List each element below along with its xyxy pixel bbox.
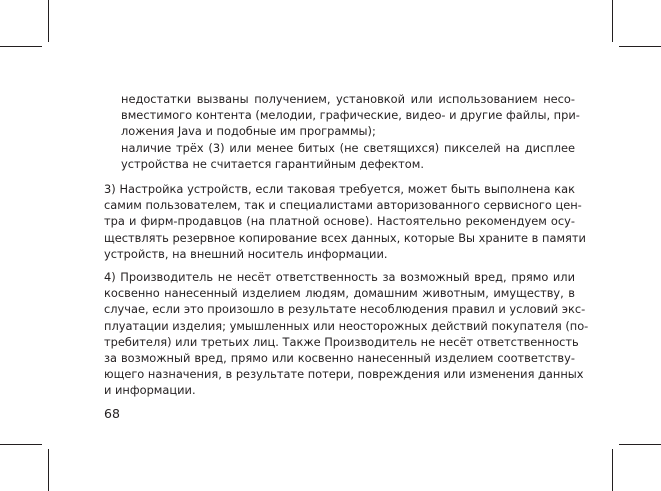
text-line: за возможный вред, прямо или косвенно нанесенный изделием соответству- xyxy=(104,350,575,365)
text-line: 3) Настройка устройств, если таковая требуется, может быть выполнена как xyxy=(104,182,575,196)
text-line: 4) Производитель не несёт ответственность за возможный вред, прямо или xyxy=(104,270,575,284)
page-number: 68 xyxy=(104,406,120,421)
paragraph-3 xyxy=(104,181,586,262)
text-line: требителя) или третьих лиц. Также Производитель не несёт ответственность xyxy=(104,334,579,349)
text-line: недостатки вызваны получением, установкой или использованием несо- xyxy=(121,92,575,106)
text-line: тра и фирм-продавцов (на платной основе). Настоятельно рекомендуем осу- xyxy=(104,214,575,229)
crop-mark-left-bottom xyxy=(0,444,42,445)
crop-mark-right-bottom xyxy=(619,444,661,445)
crop-mark-top-right xyxy=(612,0,613,42)
crop-mark-right-top xyxy=(619,46,661,47)
text-line: и информации. xyxy=(104,383,196,398)
text-line: плуатации изделия; умышленных или неосторожных действий покупателя (по- xyxy=(104,318,589,333)
text-line: косвенно нанесенный изделием людям, домашним животным, имуществу, в xyxy=(104,286,575,301)
text-line: случае, если это произошло в результате несоблюдения правил и условий экс- xyxy=(104,302,586,317)
text-line: ложения Java и подобные им программы); xyxy=(121,124,376,139)
text-line: ществлять резервное копирование всех данных, которые Вы храните в памяти xyxy=(104,230,586,245)
paragraph-4 xyxy=(104,269,589,399)
text-line: устройств, на внешний носитель информации. xyxy=(104,246,388,261)
text-line: наличие трёх (3) или менее битых (не светящихся) пикселей на дисплее xyxy=(121,140,575,155)
text-line: ющего назначения, в результате потери, повреждения или изменения данных xyxy=(104,367,584,382)
crop-mark-bottom-right xyxy=(612,449,613,491)
crop-mark-left-top xyxy=(0,46,42,47)
crop-mark-top-left xyxy=(48,0,49,42)
text-line: устройства не считается гарантийным дефектом. xyxy=(121,156,424,171)
text-line: самим пользователем, так и специалистами авторизованного сервисного цен- xyxy=(104,198,582,213)
list-tail-paragraph xyxy=(121,91,580,172)
text-line: вместимого контента (мелодии, графические, видео- и другие файлы, при- xyxy=(121,108,580,123)
crop-mark-bottom-left xyxy=(48,449,49,491)
